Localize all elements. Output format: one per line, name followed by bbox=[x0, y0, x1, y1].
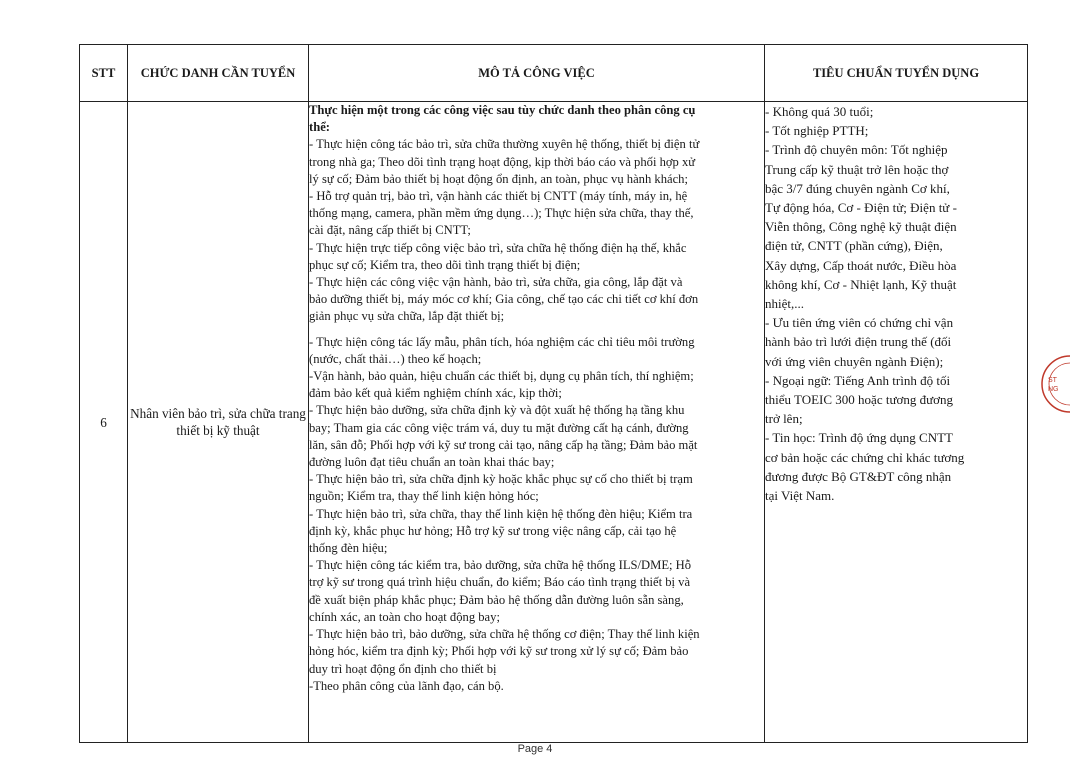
requirement-line: Xây dựng, Cấp thoát nước, Điều hòa bbox=[765, 257, 957, 273]
requirement-line: cơ bản hoặc các chứng chỉ khác tương bbox=[765, 449, 965, 465]
description-line: - Thực hiện công tác kiểm tra, bảo dưỡng, sửa chữa hệ thống ILS/DME; Hỗ bbox=[309, 558, 692, 573]
requirement-line: - Ngoại ngữ: Tiếng Anh trình độ tối bbox=[765, 372, 951, 388]
description-line: -Theo phân công của lãnh đạo, cán bộ. bbox=[309, 678, 504, 693]
description-line: định kỳ, khắc phục hư hỏng; Hỗ trợ kỹ sư trong việc nâng cấp, cải tạo hệ bbox=[309, 523, 677, 538]
description-line: hỏng hóc, kiểm tra định kỳ; Phối hợp với kỹ sư trong xử lý sự cố; Đảm bảo bbox=[309, 644, 689, 659]
description-line: - Thực hiện bảo dưỡng, sửa chữa định kỳ và đột xuất hệ thống hạ tầng khu bbox=[309, 403, 685, 418]
description-line: thống mạng, camera, phần mềm ứng dụng…); Thực hiện sửa chữa, thay thế, bbox=[309, 206, 694, 221]
description-line: - Thực hiện các công việc vận hành, bảo trì, sửa chữa, gia công, lắp đặt và bbox=[309, 275, 683, 290]
description-line: - Thực hiện công tác lấy mẫu, phân tích, hóa nghiệm các chỉ tiêu môi trường bbox=[309, 334, 695, 349]
requirement-line: - Ưu tiên ứng viên có chứng chỉ vận bbox=[765, 315, 954, 331]
row-stt: 6 bbox=[80, 102, 128, 743]
svg-text:NG: NG bbox=[1048, 386, 1059, 393]
description-line: giản phục vụ sửa chữa, lắp đặt thiết bị; bbox=[309, 309, 505, 324]
requirement-line: - Không quá 30 tuổi; bbox=[765, 104, 874, 119]
description-line: - Thực hiện bảo trì, sửa chữa định kỳ hoặc khắc phục sự cố cho thiết bị trạm bbox=[309, 472, 693, 487]
description-gap bbox=[309, 326, 764, 334]
requirement-line: đương được Bộ GT&ĐT công nhận bbox=[765, 468, 952, 484]
header-position-title: CHỨC DANH CẦN TUYỂN bbox=[128, 45, 309, 102]
description-line: - Thực hiện công tác bảo trì, sửa chữa thường xuyên hệ thống, thiết bị điện tử bbox=[309, 137, 700, 152]
header-requirements: TIÊU CHUẨN TUYỂN DỤNG bbox=[765, 45, 1028, 102]
description-line: nguồn; Kiểm tra, thay thế linh kiện hỏng hóc; bbox=[309, 489, 539, 504]
requirement-line: hành bảo trì lưới điện trung thế (đối bbox=[765, 334, 952, 350]
description-line: trong nhà ga; Theo dõi tình trạng hoạt động, kịp thời báo cáo và phối hợp xử bbox=[309, 154, 696, 169]
requirement-line: Viễn thông, Công nghệ kỹ thuật điện bbox=[765, 219, 957, 235]
requirement-line: thiểu TOEIC 300 hoặc tương đương bbox=[765, 392, 954, 408]
description-line: - Thực hiện bảo trì, bảo dưỡng, sửa chữa hệ thống cơ điện; Thay thế linh kiện bbox=[309, 627, 700, 642]
requirement-line: - Tốt nghiệp PTTH; bbox=[765, 123, 869, 139]
description-line: trợ kỹ sư trong quá trình hiệu chuẩn, đo kiểm; Báo cáo tình trạng thiết bị và bbox=[309, 575, 691, 590]
requirements-list bbox=[765, 102, 1027, 505]
svg-text:ST: ST bbox=[1048, 377, 1057, 384]
description-line: -Vận hành, bảo quản, hiệu chuẩn các thiết bị, dụng cụ phân tích, thí nghiệm; bbox=[309, 369, 694, 384]
description-line: lăn, sân đỗ; Phối hợp với kỹ sư trong cải tạo, nâng cấp hạ tầng; Đảm bảo mặt bbox=[309, 437, 698, 452]
requirement-line: không khí, Cơ - Nhiệt lạnh, Kỹ thuật bbox=[765, 276, 957, 292]
requirement-line: với ứng viên chuyên ngành Điện); bbox=[765, 353, 944, 369]
requirement-line: - Tin học: Trình độ ứng dụng CNTT bbox=[765, 430, 953, 446]
requirement-line: bậc 3/7 đúng chuyên ngành Cơ khí, bbox=[765, 180, 950, 196]
recruitment-table bbox=[79, 44, 1028, 743]
page-number: Page 4 bbox=[517, 743, 553, 755]
header-job-description: MÔ TẢ CÔNG VIỆC bbox=[309, 45, 765, 102]
description-line: - Thực hiện trực tiếp công việc bảo trì, sửa chữa hệ thống điện hạ thế, khắc bbox=[309, 240, 687, 255]
description-line: đảm bảo kết quả kiểm nghiệm chính xác, kịp thời; bbox=[309, 386, 562, 401]
description-line: đường luôn đạt tiêu chuẩn an toàn khai thác bay; bbox=[309, 455, 555, 470]
description-heading bbox=[309, 102, 764, 136]
description-heading-line: Thực hiện một trong các công việc sau tùy chức danh theo phân công cụ bbox=[309, 103, 696, 117]
stamp-icon bbox=[1038, 352, 1070, 416]
requirement-line: trở lên; bbox=[765, 411, 803, 427]
description-line: cài đặt, nâng cấp thiết bị CNTT; bbox=[309, 223, 471, 238]
table-row bbox=[80, 102, 1028, 743]
description-line: bảo dưỡng thiết bị, máy móc cơ khí; Gia công, chế tạo các chi tiết cơ khí đơn bbox=[309, 292, 699, 307]
requirement-line: - Trình độ chuyên môn: Tốt nghiệp bbox=[765, 142, 948, 158]
description-line: duy trì hoạt động ổn định cho thiết bị bbox=[309, 661, 497, 676]
description-block-1 bbox=[309, 136, 764, 325]
description-line: thống đèn hiệu; bbox=[309, 541, 388, 556]
description-line: đề xuất biện pháp khắc phục; Đảm bảo hệ thống dẫn đường luôn sẵn sàng, bbox=[309, 592, 684, 607]
requirement-line: Trung cấp kỹ thuật trở lên hoặc thợ bbox=[765, 161, 949, 177]
requirement-line: nhiệt,... bbox=[765, 296, 804, 312]
description-block-2 bbox=[309, 334, 764, 695]
requirement-line: điện tử, CNTT (phần cứng), Điện, bbox=[765, 238, 943, 254]
description-line: - Hỗ trợ quản trị, bảo trì, vận hành các thiết bị CNTT (máy tính, máy in, hệ bbox=[309, 189, 688, 204]
description-line: bay; Tham gia các công việc trám vá, duy tu mặt đường cất hạ cánh, đường bbox=[309, 420, 689, 435]
row-requirements bbox=[765, 102, 1028, 743]
description-line: (nước, chất thải…) theo kế hoạch; bbox=[309, 351, 482, 366]
description-line: phục sự cố; Kiểm tra, theo dõi tình trạng thiết bị điện; bbox=[309, 257, 581, 272]
row-position-title: Nhân viên bảo trì, sửa chữa trang thiết bị kỹ thuật bbox=[128, 102, 309, 743]
description-line: lý sự cố; Đảm bảo thiết bị hoạt động ổn định, an toàn, phục vụ hành khách; bbox=[309, 171, 688, 186]
description-line: chính xác, an toàn cho hoạt động bay; bbox=[309, 609, 500, 624]
requirement-line: tại Việt Nam. bbox=[765, 488, 835, 504]
description-line: - Thực hiện bảo trì, sửa chữa, thay thế linh kiện hệ thống đèn hiệu; Kiểm tra bbox=[309, 506, 693, 521]
description-heading-line: thể: bbox=[309, 120, 330, 135]
row-job-description bbox=[309, 102, 765, 743]
header-stt: STT bbox=[80, 45, 128, 102]
table-header-row bbox=[80, 45, 1028, 102]
requirement-line: Tự động hóa, Cơ - Điện tử; Điện tử - bbox=[765, 200, 957, 216]
